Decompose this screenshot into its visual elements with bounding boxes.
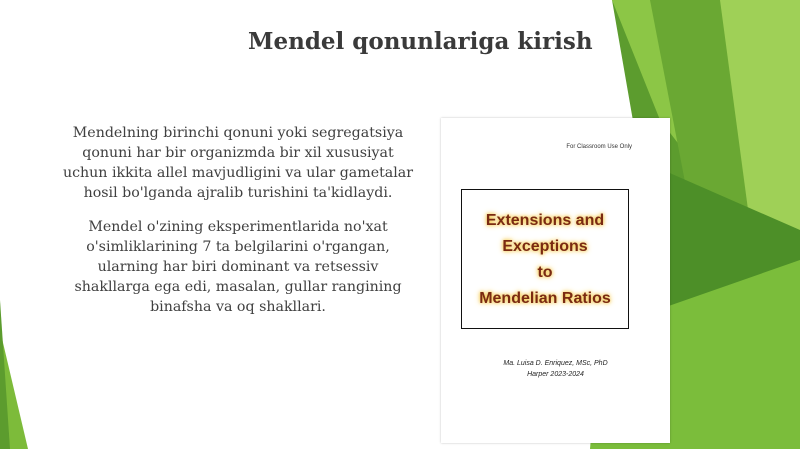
title-box-text [462, 208, 628, 312]
author-term: Harper 2023-2024 [527, 371, 584, 378]
classroom-use-note: For Classroom Use Only [566, 144, 632, 150]
title-box-line-1: Extensions and Exceptions [485, 212, 605, 255]
paragraph-pea-experiments: Mendel o'zining eksperimentlarida no'xat o'simliklarining 7 ta belgilarini o'rgangan, ularning har biri dominant va retsessiv shakllarga ega edi, masalan, gullar rangining binafsha va oq shakllari. [74, 219, 402, 315]
title-box-line-3: Mendelian Ratios [479, 290, 611, 307]
author-credit [441, 358, 670, 380]
author-name: Ma. Luisa D. Enriquez, MSc, PhD [503, 360, 608, 367]
title-box [461, 189, 629, 329]
slide-title: Mendel qonunlariga kirish [248, 28, 593, 55]
paragraph-segregation-law: Mendelning birinchi qonuni yoki segregatsiya qonuni har bir organizmda bir xil xususiyat uchun ikkita allel mavjudligini va ular gametalar hosil bo'lganda ajralib turishini ta'kidlaydi. [62, 125, 414, 201]
title-box-line-2: to [537, 264, 553, 281]
embedded-slide-thumbnail [441, 118, 670, 443]
slide-body-text [58, 123, 418, 331]
